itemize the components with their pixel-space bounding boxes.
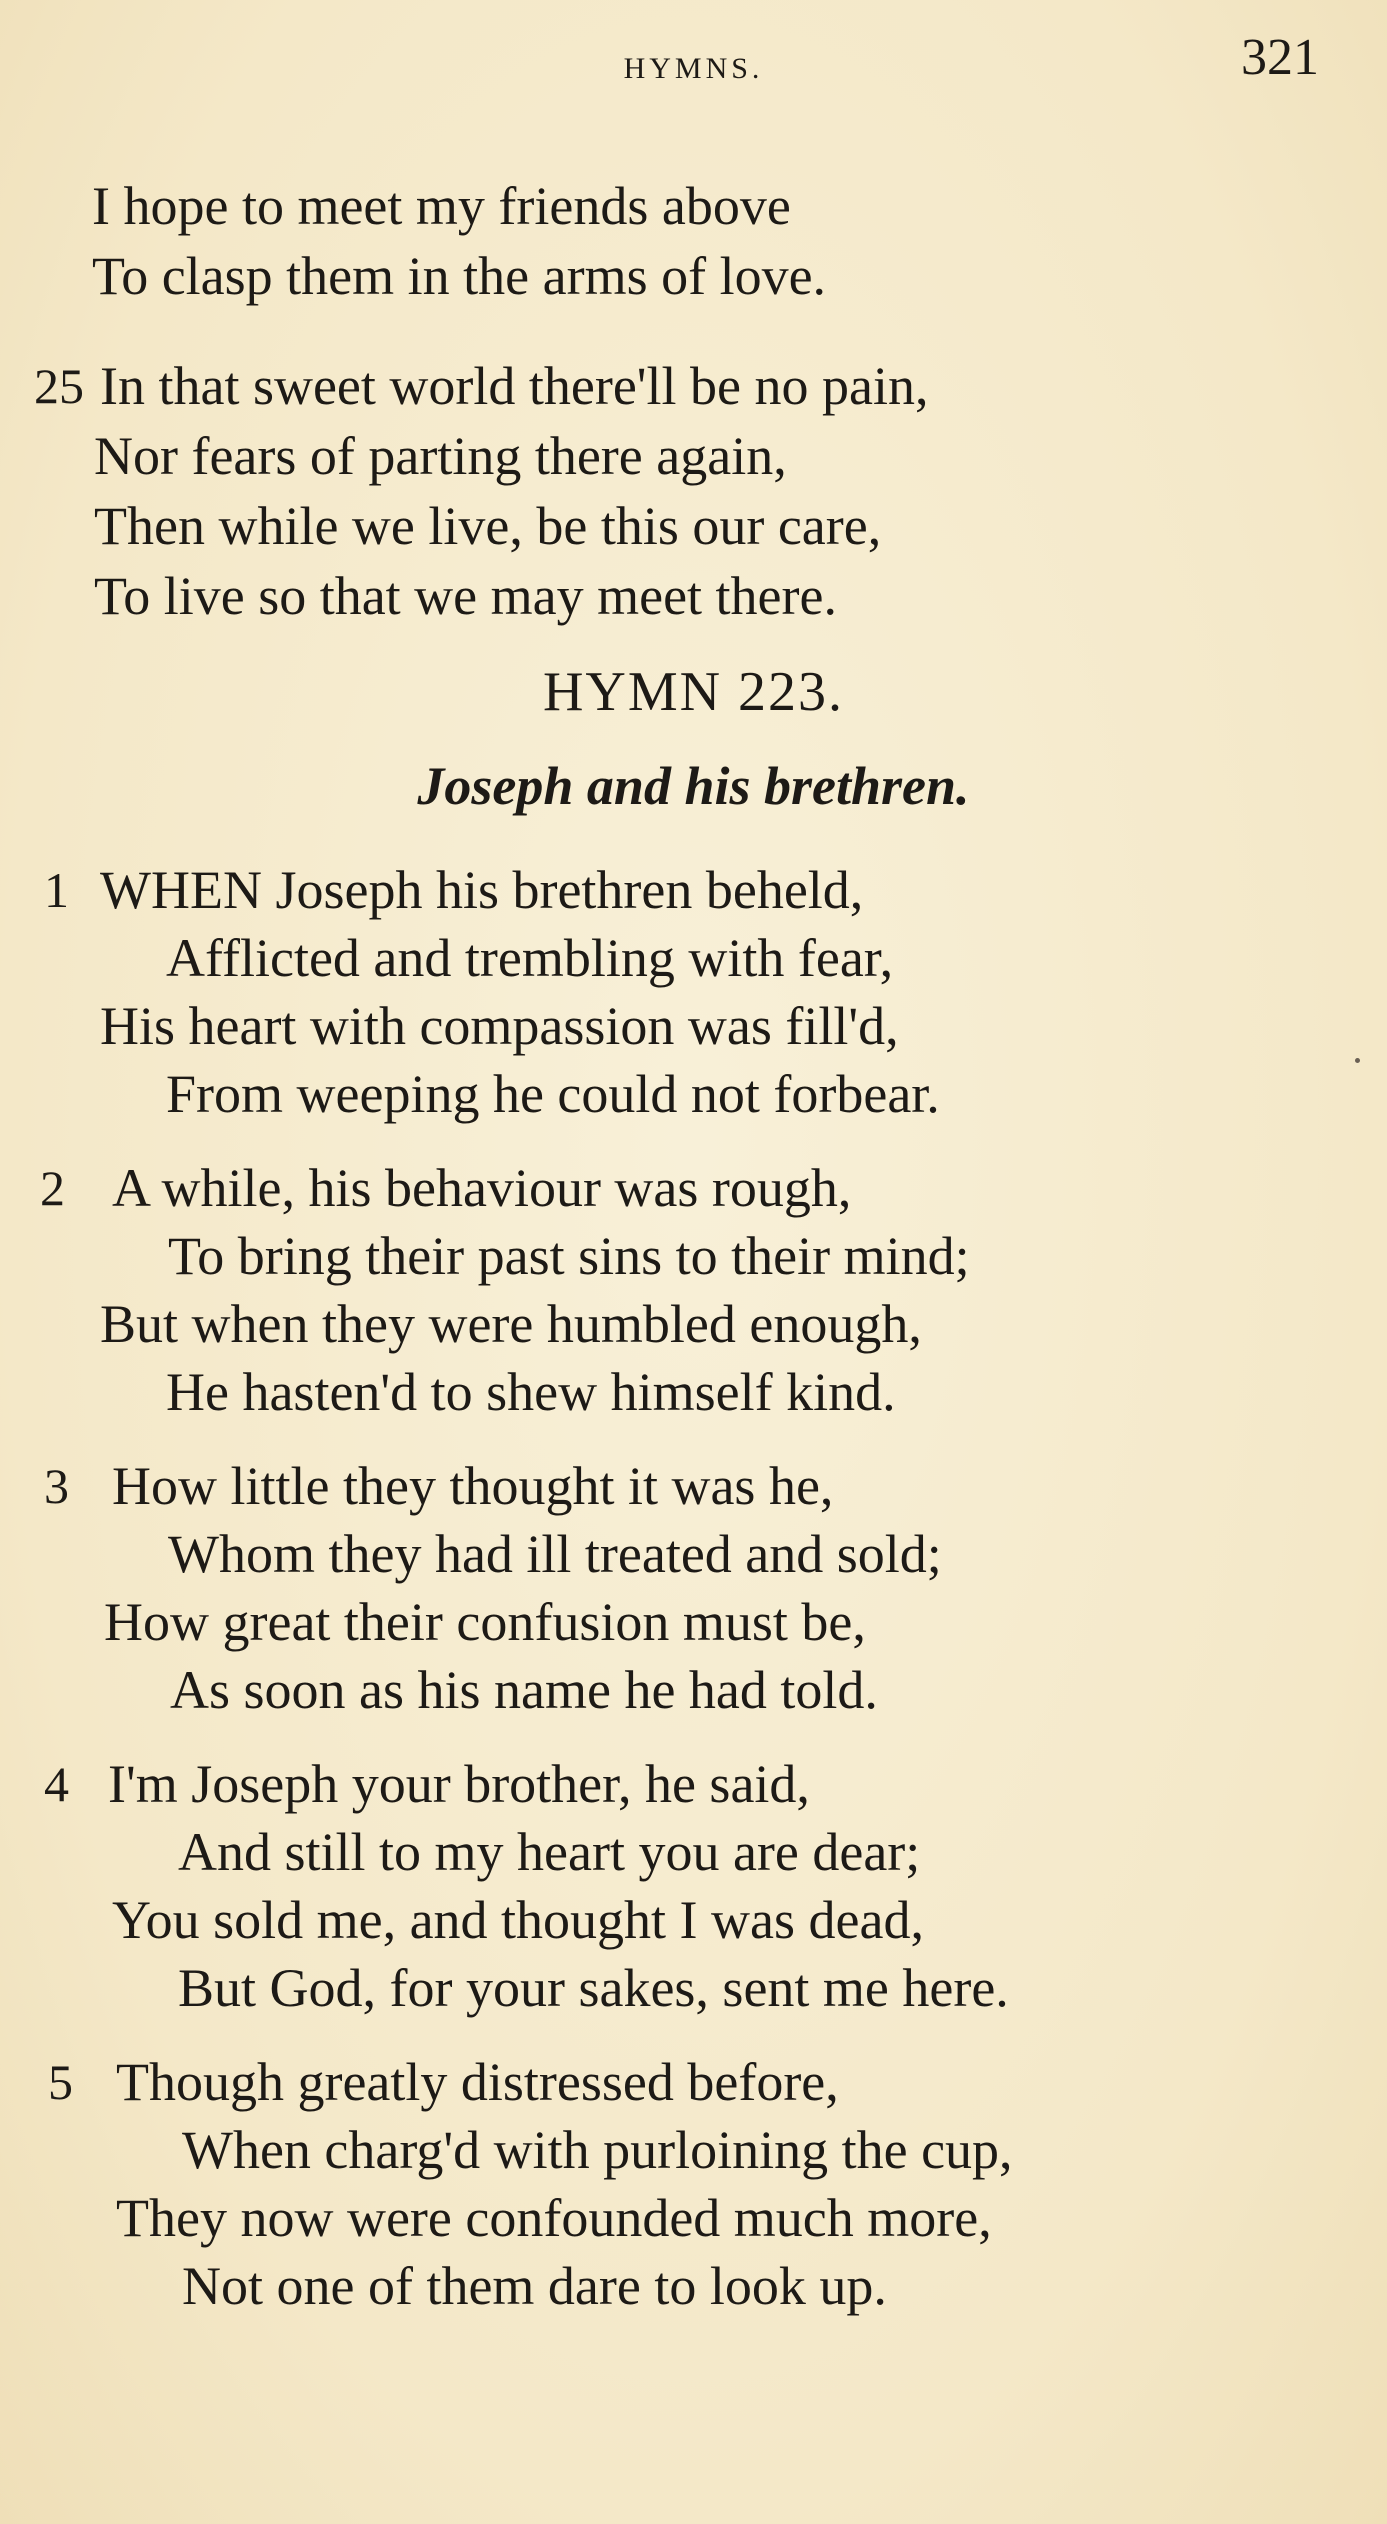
continuation-line: I hope to meet my friends above bbox=[92, 176, 791, 236]
verse-number: 3 bbox=[44, 1458, 69, 1514]
verse-line: Though greatly distressed before, bbox=[116, 2052, 839, 2112]
verse-line: Not one of them dare to look up. bbox=[182, 2256, 887, 2316]
verse-line: In that sweet world there'll be no pain, bbox=[100, 356, 929, 416]
verse-number: 4 bbox=[44, 1756, 69, 1812]
verse-line: Then while we live, be this our care, bbox=[94, 496, 882, 556]
verse-line: But when they were humbled enough, bbox=[100, 1294, 922, 1354]
verse-number: 1 bbox=[44, 862, 69, 918]
verse-line: WHEN Joseph his brethren beheld, bbox=[100, 860, 864, 920]
verse-line: You sold me, and thought I was dead, bbox=[112, 1890, 924, 1950]
verse-line: Whom they had ill treated and sold; bbox=[168, 1524, 942, 1584]
verse-line: How little they thought it was he, bbox=[112, 1456, 834, 1516]
verse-number: 5 bbox=[48, 2054, 73, 2110]
verse-line: Nor fears of parting there again, bbox=[94, 426, 787, 486]
verse-number: 2 bbox=[40, 1160, 65, 1216]
verse-line: As soon as his name he had told. bbox=[170, 1660, 878, 1720]
ink-speck bbox=[1355, 1058, 1360, 1063]
running-head: HYMNS. bbox=[623, 52, 764, 85]
hymn-subtitle: Joseph and his brethren. bbox=[417, 756, 970, 816]
verse-line: And still to my heart you are dear; bbox=[178, 1822, 921, 1882]
verse-line: A while, his behaviour was rough, bbox=[112, 1158, 852, 1218]
continuation-line: To clasp them in the arms of love. bbox=[92, 246, 827, 306]
verse-line: But God, for your sakes, sent me here. bbox=[178, 1958, 1009, 2018]
page-number: 321 bbox=[1241, 29, 1319, 86]
verse-line: Afflicted and trembling with fear, bbox=[166, 928, 894, 988]
verse-line: How great their confusion must be, bbox=[104, 1592, 866, 1652]
hymn-title: HYMN 223. bbox=[542, 661, 845, 723]
verse-line: To live so that we may meet there. bbox=[94, 566, 837, 626]
verse-line: He hasten'd to shew himself kind. bbox=[166, 1362, 896, 1422]
verse-line: From weeping he could not forbear. bbox=[166, 1064, 940, 1124]
verse-line: To bring their past sins to their mind; bbox=[168, 1226, 970, 1286]
verse-line: I'm Joseph your brother, he said, bbox=[108, 1754, 810, 1814]
verse-line: They now were confounded much more, bbox=[116, 2188, 992, 2248]
verse-line: When charg'd with purloining the cup, bbox=[182, 2120, 1013, 2180]
verse-line: His heart with compassion was fill'd, bbox=[100, 996, 899, 1056]
verse-number: 25 bbox=[34, 358, 84, 414]
